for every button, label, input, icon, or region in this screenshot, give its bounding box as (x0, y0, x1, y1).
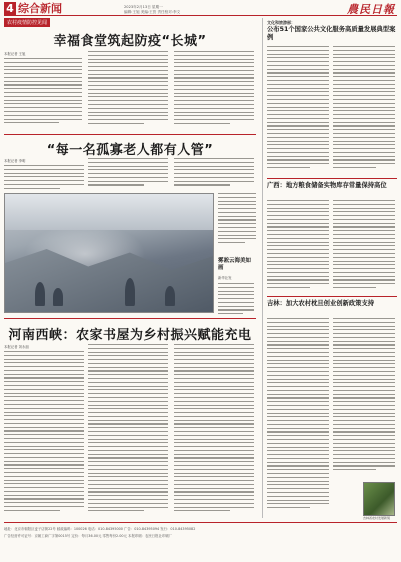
editor-line: 编辑:王旭 美编:王贺 责任校对:李文 (124, 10, 181, 14)
side-stories (262, 18, 397, 518)
photo-caption (218, 258, 254, 323)
right-story3-headline: 吉林：加大农村枕旦创业创新政策支持 (267, 300, 375, 307)
date-line: 2023年2月13日 星期一 (124, 5, 163, 9)
story3-text-col3 (174, 344, 254, 518)
right-story2-text-col2 (333, 200, 395, 292)
story1-byline: 本报记者 王旭 (4, 52, 26, 56)
right-lead-headline: 公布51个国家公共文化服务高质量发展典型案例 (267, 26, 396, 41)
right-story3-text-col1 (267, 318, 329, 518)
story2-headline: “每一名孤寡老人都有人管” (46, 143, 214, 158)
story-divider (267, 296, 397, 297)
story1-text-col3 (174, 51, 254, 131)
masthead (4, 2, 397, 16)
story-divider (4, 134, 256, 135)
section-title: 综合新闻 (18, 2, 62, 15)
photo-caption-title: 雾凇云海美如画 (218, 258, 252, 271)
topic-tag: 农村疫情防控见闻 (4, 18, 50, 27)
newspaper-logo: 農民日報 (347, 3, 395, 16)
story2-text-col2 (88, 158, 168, 191)
right-lead-text-col1 (267, 46, 329, 174)
page-number: 4 (4, 2, 16, 15)
story1-headline: 幸福食堂筑起防疫“长城” (53, 34, 207, 49)
story3-text-col1 (4, 351, 84, 518)
footer (4, 522, 397, 552)
story3-headline: 河南西峡：农家书屋为乡村振兴赋能充电 (8, 328, 252, 343)
story2-byline: 本报记者 李明 (4, 159, 26, 163)
story-divider (4, 318, 256, 319)
footer-line-2: 广告经营许可证号：京朝工商广字第0015号 定价：每月36.00元 零售每份2.00元 本报印刷：农民日报社印刷厂 (4, 534, 173, 538)
story2-text-col4 (218, 193, 256, 253)
right-story3-text-col2 (333, 318, 395, 478)
story-divider (267, 178, 397, 179)
news-photo-winter-landscape (4, 193, 214, 313)
story3-text-col2 (88, 344, 168, 518)
story2-text-col3 (174, 158, 254, 191)
story2-text-col1 (4, 165, 84, 191)
story3-byline: 本报记者 刘永朋 (4, 345, 29, 349)
photo-credit: 新华社发 (218, 276, 232, 280)
right-lead-text-col2 (333, 46, 395, 174)
photo-caption-text (218, 283, 254, 323)
right-lead-kicker: 文化和旅游部： (267, 20, 295, 25)
right-story2-text-col1 (267, 200, 329, 292)
story1-text-col1 (4, 58, 82, 130)
right-story2-headline: 广西：地方粮食储备实物库存常量保持高位 (267, 182, 387, 189)
story1-text-col2 (88, 51, 168, 131)
footer-line-1: 地址：北京市朝阳区麦子店街22号 邮政编码：100026 电话：010-84395000 广告：010-84395094 发行：010-84395082 (4, 527, 196, 531)
main-stories (4, 18, 256, 518)
right-thumbnail-caption: 吉林省农村发展新貌 (363, 516, 391, 520)
right-thumbnail-photo (363, 482, 395, 516)
